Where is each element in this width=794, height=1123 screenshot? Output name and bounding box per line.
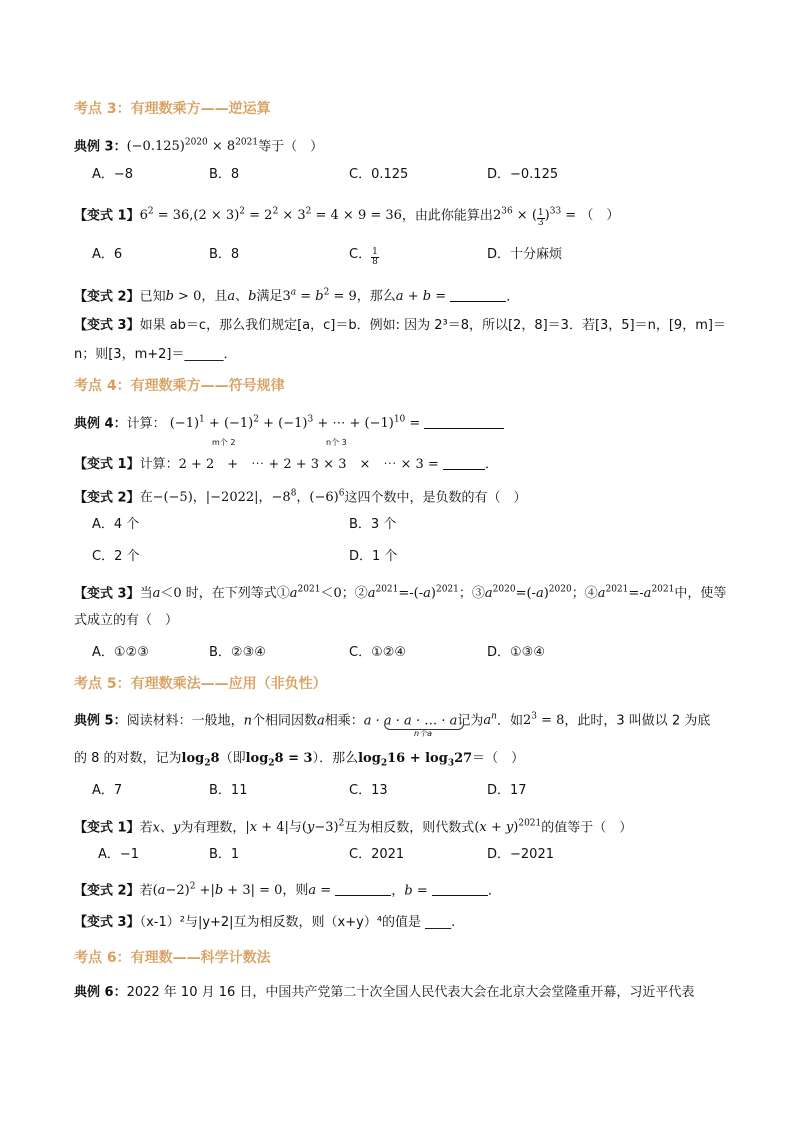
option-a[interactable]: A．−8 [92,167,134,182]
variant-3-3-line1 [74,317,726,335]
example-text: ，此时，3 叫做以 2 为底 [564,713,711,729]
variant-label: 【变式 1】 [74,820,140,836]
math-expr: $2^{36}$ × ( $\frac{1}{3}$ )$^{33}$ = （ ） [492,207,620,229]
option-c[interactable] [349,246,379,267]
variant-text: 如果 ab＝c，那么我们规定[a，c]＝b．例如: 因为 2³＝8，所以[2，8]＝3．若[3，5]＝n，[9，m]＝ [139,318,726,333]
option-label: C． [349,247,372,262]
question-tail: 等于（ ） [258,139,324,155]
example-text: 记为 [457,713,484,729]
variant-4-1: 【变式 1】计算：2 + 2 + ⋯ + 2 + 3 × 3 × ⋯ × 3 = ． [74,457,498,472]
variant-text: 已知 [139,289,166,305]
math-expr: b > 0，且a、b满足$3^a = b^2 = 9$，那么a + b = [165,288,451,305]
variant-label: 【变式 2】 [74,490,140,506]
variant-text: ，由此你能算出 [401,208,493,224]
math-expr: $(-1)^1 + (-1)^2 + (-1)^3$ + ⋯ + $(-1)^{10}$ = [165,415,425,432]
m-count-note: m个 2 [212,438,236,447]
option-c[interactable]: C．0.125 [349,167,409,182]
example-label: 典例 4： [74,416,127,432]
variant-5-3 [74,914,455,932]
variant-text: 若 [139,820,153,836]
variant-4-3-line2: 式成立的有（ ） [74,613,179,628]
example-text: ＝（ ） [472,751,525,766]
variant-text: 若 [139,883,153,899]
variant-text: 互为相反数，则代数式 [344,820,475,836]
variant-label: 【变式 3】 [74,915,140,930]
example-4 [74,411,504,433]
example-text: 的 8 的对数，记为 [74,751,182,766]
option-c[interactable]: C．13 [349,783,388,798]
fraction: $\frac{1}{8}$ [372,247,378,267]
math-expr: $(a-2)^2 +|b + 3| = 0$，则a = [152,882,336,899]
example-5-line1: 典例 5：阅读材料：一般地，n个相同因数a相乘：a · a · a · … · a记为$a^n$．如$2^3 = 8$，此时，3 叫做以 2 为底 [74,712,711,729]
section-heading-5: 考点 5：有理数乘法——应用（非负性） [74,676,327,692]
option-a[interactable]: A．4 个 [92,517,140,532]
option-d[interactable]: D．−2021 [487,847,554,862]
variant-text: 这四个数中，是负数的有（ ） [344,490,527,506]
section-heading-3: 考点 3：有理数乘方——逆运算 [74,101,271,117]
math-expr: a · a · a · … · a [363,713,458,729]
option-b[interactable]: B．1 [209,847,240,862]
variant-label: 【变式 2】 [74,289,140,305]
option-a[interactable]: A．①②③ [92,645,149,660]
variant-label: 【变式 3】 [74,318,140,333]
example-text: （即 [219,751,246,766]
n-count-note: n个 3 [326,438,347,447]
example-text: 2022 年 10 月 16 日，中国共产党第二十次全国人民代表大会在北京大会堂隆重开幕，习近平代表 [126,985,695,1000]
variant-label: 【变式 1】 [74,457,140,472]
example-label: 典例 5： [74,713,127,729]
math-expr: $(-0.125)^{2020} \times 8^{2021}$ [126,138,259,155]
option-d[interactable]: D．①③④ [487,645,545,660]
math-expr: 2 + 2 + ⋯ + 2 + 3 × 3 × ⋯ × 3 = [178,457,443,472]
variant-3-3-line2: n；则[3，m+2]＝______． [74,347,237,362]
variant-text: 的值等于（ ） [541,820,633,836]
answer-blank[interactable] [450,288,506,302]
option-d[interactable]: D．−0.125 [487,167,559,182]
example-text: ）．那么 [312,751,359,766]
option-b[interactable]: B．8 [209,247,240,262]
example-text: 阅读材料：一般地， [126,713,244,729]
option-b[interactable]: B．8 [209,167,240,182]
variant-label: 【变式 1】 [74,208,140,224]
variant-text: 为有理数， [180,820,246,836]
math-expr: $6^2 = 36,(2 \times 3)^2 = 2^2 \times 3^2 = 4 \times 9 = 36$ [139,207,402,224]
variant-label: 【变式 2】 [74,883,140,899]
variant-3-2: 【变式 2】已知b > 0，且a、b满足$3^a = b^2 = 9$，那么a + b = ． [74,288,520,305]
example-text: 计算： [126,416,166,432]
variant-3-1 [74,203,619,228]
section-heading-4: 考点 4：有理数乘方——符号规律 [74,378,285,394]
variant-4-2 [74,485,526,507]
section-heading-6: 考点 6：有理数——科学计数法 [74,950,271,966]
example-label: 典例 6： [74,985,127,1000]
option-c[interactable]: C．2021 [349,847,405,862]
math-expr: 在−(−5)，|−2022|，$-8^8$，$(-6)^6$ [139,489,345,506]
option-a[interactable]: A．7 [92,783,123,798]
answer-blank[interactable] [443,456,485,470]
option-a[interactable]: A．−1 [98,847,140,862]
example-text: 相乘： [324,713,364,729]
example-label: 典例 3： [74,139,127,155]
option-d[interactable]: D．十分麻烦 [487,247,563,262]
example-text: ．如 [496,713,523,729]
example-5-line2: 的 8 的对数，记为$\log_28$（即$\log_28 = 3$）．那么$\log_216 + \log_327=$（ ） [74,751,525,769]
math-expr: 当a＜0 时，在下列等式$①a^{2021}<0$；$②a^{2021}=-(-a)^{2021}$；$③a^{2020}=(-a)^{2020}$；$④a^{2021}=-a^{2021}$中，使等 [139,585,727,602]
example-text: 个相同因数 [251,713,317,729]
option-d[interactable]: D．17 [487,783,527,798]
option-c[interactable]: C．2 个 [92,549,140,564]
option-b[interactable]: B．②③④ [209,645,266,660]
variant-5-1: 【变式 1】若x、y为有理数，|x + 4|与$(y-3)^2$互为相反数，则代数式$(x + y)^{2021}$的值等于（ ） [74,819,633,836]
option-a[interactable]: A．6 [92,247,123,262]
answer-blank[interactable] [424,415,504,429]
option-b[interactable]: B．3 个 [349,517,397,532]
variant-text: （x-1）²与|y+2|互为相反数，则（x+y）⁴的值是 ____. [139,915,456,930]
variant-5-2: 【变式 2】若$(a-2)^2 +|b + 3| = 0$，则a = ，b = ． [74,882,501,899]
option-b[interactable]: B．11 [209,783,248,798]
answer-blank-a[interactable] [335,882,391,896]
option-c[interactable]: C．①②④ [349,645,407,660]
variant-label: 【变式 3】 [74,586,140,602]
example-3 [74,134,323,156]
option-d[interactable]: D．1 个 [349,549,398,564]
example-6 [74,984,694,1002]
brace-note: n个a [414,729,432,738]
answer-blank-b[interactable] [432,882,488,896]
variant-4-3-line1 [74,581,726,603]
variant-text: 计算： [139,457,179,472]
